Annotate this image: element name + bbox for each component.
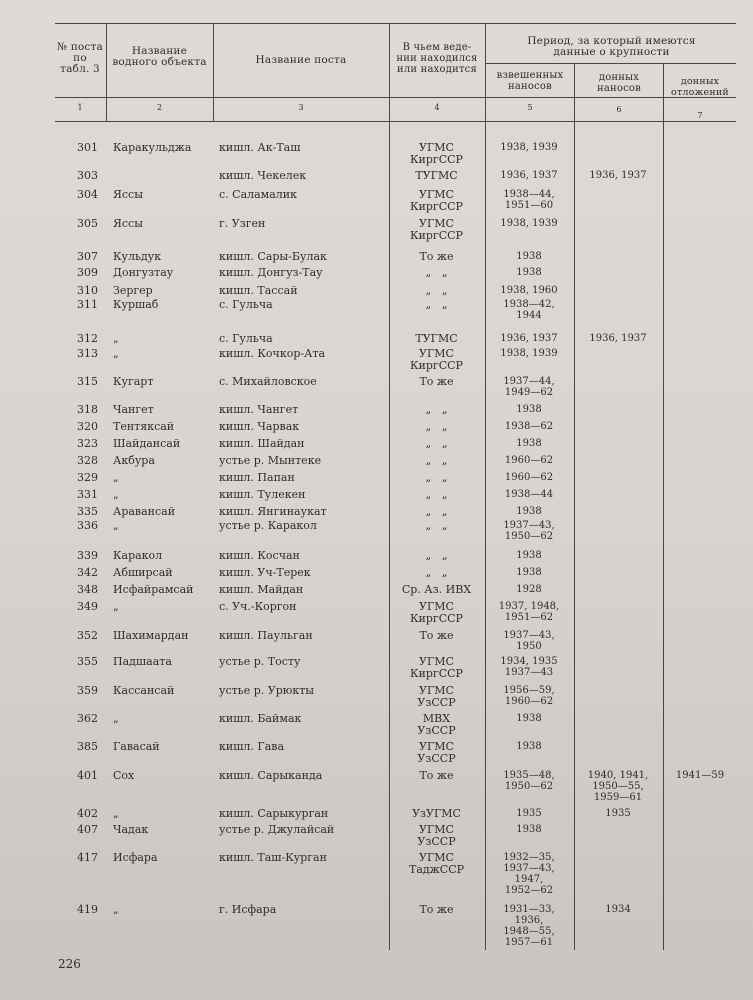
table-row-post-number: 402: [77, 807, 98, 820]
table-row-post-name: кишл. Таш-Курган: [219, 851, 327, 864]
table-row-water-object: Абширсай: [113, 566, 173, 579]
table-row-post-number: 401: [77, 769, 98, 782]
table-row-post-name: кишл. Тулекен: [219, 488, 306, 501]
table-row-suspended-period: 1938: [516, 506, 542, 517]
table-row-suspended-period: 1956—59, 1960—62: [503, 685, 555, 707]
table-row-suspended-period: 1938, 1939: [500, 218, 558, 229]
table-row-suspended-period: 1935: [516, 808, 542, 819]
table-row-water-object: Чангет: [113, 403, 154, 416]
table-row-water-object: Шахимардан: [113, 629, 189, 642]
table-row-agency: ТУГМС: [415, 169, 458, 182]
header-rule: [55, 97, 736, 98]
table-row-post-number: 311: [77, 298, 98, 311]
table-row-post-number: 328: [77, 454, 98, 467]
table-row-post-number: 355: [77, 655, 98, 668]
table-row-post-name: кишл. Кочкор-Ата: [219, 347, 326, 360]
table-row-water-object: Яссы: [113, 188, 143, 201]
table-row-suspended-period: 1934, 1935 1937—43: [500, 656, 558, 678]
table-row-agency: УГМС КиргССР: [410, 141, 463, 166]
table-row-agency: „ „: [425, 298, 448, 311]
table-row-agency: УГМС ТаджССР: [408, 851, 465, 876]
table-row-post-number: 419: [77, 903, 98, 916]
table-row-post-number: 331: [77, 488, 98, 501]
table-row-agency: УГМС УзССР: [417, 823, 456, 848]
table-row-water-object: Шайдансай: [113, 437, 181, 450]
table-row-water-object: Кульдук: [113, 250, 162, 263]
table-row-deposit-period: 1941—59: [675, 770, 725, 781]
table-row-suspended-period: 1938—42, 1944: [503, 299, 555, 321]
table-row-suspended-period: 1938: [516, 824, 542, 835]
table-row-water-object: Исфара: [113, 851, 158, 864]
table-row-agency: УГМС КиргССР: [410, 188, 463, 213]
column-number: 3: [298, 103, 304, 112]
table-row-agency: УзУГМС: [412, 807, 461, 820]
table-row-agency: То же: [419, 629, 454, 642]
table-row-water-object: „: [113, 347, 119, 360]
table-row-post-name: кишл. Тассай: [219, 284, 298, 297]
table-row-suspended-period: 1938—62: [504, 421, 554, 432]
table-row-agency: „ „: [425, 437, 448, 450]
table-row-post-name: г. Узген: [219, 217, 266, 230]
column-number: 7: [697, 111, 703, 120]
table-row-post-name: кишл. Янгинаукат: [219, 505, 327, 518]
column-number: 5: [527, 103, 533, 112]
table-row-post-number: 305: [77, 217, 98, 230]
table-row-post-name: кишл. Донгуз-Тау: [219, 266, 323, 279]
table-row-post-number: 336: [77, 519, 98, 532]
table-row-water-object: Гавасай: [113, 740, 160, 753]
table-row-water-object: „: [113, 519, 119, 532]
table-row-post-number: 342: [77, 566, 98, 579]
table-row-post-number: 348: [77, 583, 98, 596]
table-row-post-name: кишл. Сарыкурган: [219, 807, 329, 820]
table-row-suspended-period: 1938, 1939: [500, 348, 558, 359]
table-row-water-object: Куршаб: [113, 298, 159, 311]
header-suspended-sediment: взвешенных наносов: [496, 70, 564, 92]
table-row-suspended-period: 1936, 1937: [500, 170, 558, 181]
header-post-name: Название поста: [255, 54, 347, 66]
table-row-post-number: 320: [77, 420, 98, 433]
col-divider-5: [574, 63, 575, 950]
table-row-agency: То же: [419, 903, 454, 916]
table-row-water-object: Акбура: [113, 454, 155, 467]
table-row-post-name: с. Гульча: [219, 298, 273, 311]
table-row-water-object: Каракол: [113, 549, 163, 562]
table-row-post-name: устье р. Мынтеке: [219, 454, 322, 467]
column-number-rule: [55, 121, 736, 122]
table-row-post-number: 318: [77, 403, 98, 416]
table-row-suspended-period: 1936, 1937: [500, 333, 558, 344]
table-row-post-name: кишл. Чекелек: [219, 169, 307, 182]
table-row-post-name: с. Михайловское: [219, 375, 317, 388]
table-row-post-name: кишл. Баймак: [219, 712, 302, 725]
table-row-water-object: „: [113, 600, 119, 613]
table-row-water-object: „: [113, 471, 119, 484]
table-row-water-object: Сох: [113, 769, 135, 782]
table-row-post-name: кишл. Ак-Таш: [219, 141, 301, 154]
page-number: 226: [58, 957, 81, 971]
table-row-post-number: 417: [77, 851, 98, 864]
table-row-agency: „ „: [425, 519, 448, 532]
column-number: 6: [616, 105, 622, 114]
header-bottom-deposits: донных отложений: [671, 76, 729, 98]
table-row-post-number: 359: [77, 684, 98, 697]
table-row-agency: УГМС КиргССР: [410, 655, 463, 680]
table-row-post-name: устье р. Урюкты: [219, 684, 315, 697]
table-row-post-number: 362: [77, 712, 98, 725]
table-row-water-object: Каракульджа: [113, 141, 192, 154]
table-row-agency: УГМС УзССР: [417, 684, 456, 709]
table-row-water-object: Тентяксай: [113, 420, 175, 433]
table-row-post-name: кишл. Паульган: [219, 629, 313, 642]
table-row-water-object: Донгузтау: [113, 266, 174, 279]
table-row-post-name: кишл. Сарыканда: [219, 769, 323, 782]
table-row-post-number: 303: [77, 169, 98, 182]
table-row-post-number: 349: [77, 600, 98, 613]
table-row-water-object: „: [113, 807, 119, 820]
table-row-post-number: 313: [77, 347, 98, 360]
table-row-post-name: кишл. Майдан: [219, 583, 304, 596]
period-subheader-rule: [486, 63, 736, 64]
table-row-post-name: кишл. Гава: [219, 740, 285, 753]
table-row-post-name: кишл. Папан: [219, 471, 295, 484]
table-row-bed-period: 1936, 1937: [589, 170, 647, 181]
table-row-bed-period: 1934: [605, 904, 631, 915]
table-row-water-object: Кугарт: [113, 375, 154, 388]
table-row-agency: „ „: [425, 454, 448, 467]
table-row-agency: „ „: [425, 505, 448, 518]
table-row-suspended-period: 1938: [516, 404, 542, 415]
table-row-agency: „ „: [425, 566, 448, 579]
table-row-suspended-period: 1938: [516, 267, 542, 278]
table-row-post-name: устье р. Джулайсай: [219, 823, 335, 836]
table-row-suspended-period: 1931—33, 1936, 1948—55, 1957—61: [503, 904, 555, 948]
table-row-post-name: устье р. Тосту: [219, 655, 301, 668]
table-row-suspended-period: 1960—62: [504, 455, 554, 466]
header-water-object: Название водного объекта: [112, 45, 207, 68]
table-row-post-number: 315: [77, 375, 98, 388]
table-row-agency: „ „: [425, 420, 448, 433]
table-row-suspended-period: 1938, 1939: [500, 142, 558, 153]
table-row-post-number: 312: [77, 332, 98, 345]
header-agency: В чьем веде- нии находился или находится: [396, 42, 478, 75]
table-row-agency: То же: [419, 375, 454, 388]
table-row-post-name: с. Гульча: [219, 332, 273, 345]
column-number: 4: [434, 103, 440, 112]
table-row-post-name: кишл. Уч-Терек: [219, 566, 311, 579]
table-row-post-number: 307: [77, 250, 98, 263]
table-row-suspended-period: 1938: [516, 713, 542, 724]
table-row-agency: „ „: [425, 549, 448, 562]
table-row-suspended-period: 1938, 1960: [500, 285, 558, 296]
header-period: Период, за который имеются данные о крупности: [527, 35, 696, 58]
table-row-post-number: 335: [77, 505, 98, 518]
table-row-post-number: 407: [77, 823, 98, 836]
table-row-post-number: 309: [77, 266, 98, 279]
table-row-agency: УГМС КиргССР: [410, 600, 463, 625]
table-row-suspended-period: 1960—62: [504, 472, 554, 483]
table-row-agency: УГМС КиргССР: [410, 217, 463, 242]
table-row-suspended-period: 1937—43, 1950: [503, 630, 555, 652]
table-row-agency: МВХ УзССР: [417, 712, 456, 737]
table-row-post-number: 323: [77, 437, 98, 450]
table-row-water-object: „: [113, 903, 119, 916]
table-row-post-name: кишл. Сары-Булак: [219, 250, 327, 263]
table-row-post-number: 304: [77, 188, 98, 201]
table-row-suspended-period: 1938—44: [504, 489, 554, 500]
table-row-suspended-period: 1928: [516, 584, 542, 595]
table-row-water-object: Чадак: [113, 823, 149, 836]
table-row-water-object: Исфайрамсай: [113, 583, 194, 596]
table-row-suspended-period: 1938: [516, 251, 542, 262]
table-row-suspended-period: 1938: [516, 741, 542, 752]
table-row-suspended-period: 1932—35, 1937—43, 1947, 1952—62: [503, 852, 555, 896]
table-row-post-number: 329: [77, 471, 98, 484]
table-row-post-name: с. Уч.-Коргон: [219, 600, 297, 613]
table-row-water-object: Яссы: [113, 217, 143, 230]
table-row-water-object: Кассансай: [113, 684, 175, 697]
table-row-suspended-period: 1937—44, 1949—62: [503, 376, 555, 398]
table-row-agency: УГМС УзССР: [417, 740, 456, 765]
table-top-rule: [55, 23, 736, 24]
table-row-agency: „ „: [425, 266, 448, 279]
header-post-number: № поста по табл. 3: [57, 41, 103, 75]
table-row-water-object: Падшаата: [113, 655, 172, 668]
table-row-suspended-period: 1937, 1948, 1951—62: [498, 601, 560, 623]
col-divider-6: [663, 63, 664, 950]
table-row-agency: Ср. Аз. ИВХ: [401, 583, 472, 596]
table-row-post-name: г. Исфара: [219, 903, 277, 916]
table-row-post-number: 310: [77, 284, 98, 297]
table-row-post-name: кишл. Чангет: [219, 403, 299, 416]
table-row-agency: УГМС КиргССР: [410, 347, 463, 372]
header-bed-sediment: донных наносов: [597, 72, 641, 94]
table-row-agency: „ „: [425, 488, 448, 501]
table-row-agency: То же: [419, 769, 454, 782]
table-row-water-object: Зергер: [113, 284, 153, 297]
table-row-suspended-period: 1938: [516, 438, 542, 449]
table-row-agency: „ „: [425, 471, 448, 484]
table-row-post-name: кишл. Чарвак: [219, 420, 300, 433]
table-row-agency: „ „: [425, 403, 448, 416]
table-row-post-name: с. Саламалик: [219, 188, 297, 201]
table-row-water-object: „: [113, 712, 119, 725]
table-row-post-number: 339: [77, 549, 98, 562]
table-row-water-object: „: [113, 332, 119, 345]
table-row-agency: „ „: [425, 284, 448, 297]
column-number: 2: [156, 103, 163, 112]
table-row-bed-period: 1936, 1937: [589, 333, 647, 344]
table-row-post-number: 352: [77, 629, 98, 642]
table-row-suspended-period: 1938: [516, 550, 542, 561]
table-row-post-name: устье р. Каракол: [219, 519, 317, 532]
table-row-post-number: 385: [77, 740, 98, 753]
table-row-bed-period: 1940, 1941, 1950—55, 1959—61: [587, 770, 649, 803]
table-row-water-object: Аравансай: [113, 505, 176, 518]
table-row-bed-period: 1935: [605, 808, 631, 819]
table-row-agency: ТУГМС: [415, 332, 458, 345]
table-row-water-object: „: [113, 488, 119, 501]
table-row-post-number: 301: [77, 141, 98, 154]
table-row-suspended-period: 1938: [516, 567, 542, 578]
table-row-suspended-period: 1938—44, 1951—60: [503, 189, 555, 211]
column-number: 1: [77, 103, 83, 112]
table-row-post-name: кишл. Косчан: [219, 549, 300, 562]
table-row-suspended-period: 1937—43, 1950—62: [503, 520, 555, 542]
table-row-suspended-period: 1935—48, 1950—62: [503, 770, 555, 792]
table-row-post-name: кишл. Шайдан: [219, 437, 305, 450]
table-row-agency: То же: [419, 250, 454, 263]
